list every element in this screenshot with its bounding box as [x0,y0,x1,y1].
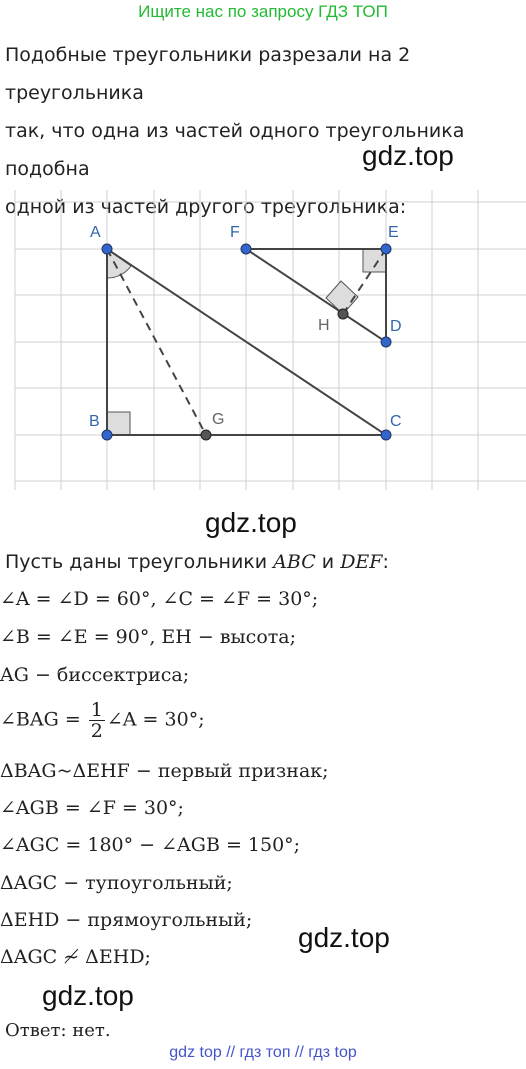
watermark: gdz.top [42,980,134,1011]
label-e: E [388,224,399,241]
label-c: C [390,413,402,430]
point-e [381,244,391,254]
problem-line-1: Подобные треугольники разрезали на 2 треугольника [5,44,411,104]
answer: Ответ: нет. [5,1020,111,1041]
label-b: B [89,413,100,430]
solution-line-9: ΔAGC − тупоугольный; [0,872,233,894]
point-a [102,244,112,254]
solution-line-1: Пусть даны треугольники ABC и DEF: [5,551,389,573]
point-d [381,337,391,347]
triangle-figure [0,180,526,500]
label-g: G [212,411,225,428]
solution-line-5: ∠BAG = $\frac{1}{2}$ ∠A = 30°; [0,699,205,742]
watermark: gdz.top [205,507,297,538]
watermark: gdz.top [362,140,454,171]
watermark: gdz.top [298,922,390,953]
solution-line-6: ΔBAG~ΔEHF − первый признак; [0,760,329,782]
problem-line-2: так, что одна из частей одного треугольника подобна [5,120,465,180]
solution-line-3: ∠B = ∠E = 90°, EH − высота; [0,626,297,648]
solution-line-8: ∠AGC = 180° − ∠AGB = 150°; [0,834,301,856]
label-h: H [318,317,330,334]
label-f: F [230,224,240,241]
solution-line-11: ΔAGC ≁ ΔEHD; [0,946,151,968]
point-f [241,244,251,254]
solution-line-7: ∠AGB = ∠F = 30°; [0,797,184,819]
footer-links[interactable]: gdz top // гдз топ // гдз top [169,1044,357,1061]
solution-line-10: ΔEHD − прямоугольный; [0,909,253,931]
point-g [201,430,211,440]
fraction-one-half: $\frac{1}{2}$ [90,699,103,742]
point-b [102,430,112,440]
solution-line-4: AG − биссектриса; [0,664,190,686]
label-d: D [390,318,402,335]
label-a: A [90,224,101,241]
point-c [381,430,391,440]
point-h [338,309,348,319]
solution-line-2: ∠A = ∠D = 60°, ∠C = ∠F = 30°; [0,588,319,610]
search-banner: Ищите нас по запросу ГДЗ ТОП [138,2,388,21]
problem-line-3: одной из частей другого треугольника: [5,196,407,218]
